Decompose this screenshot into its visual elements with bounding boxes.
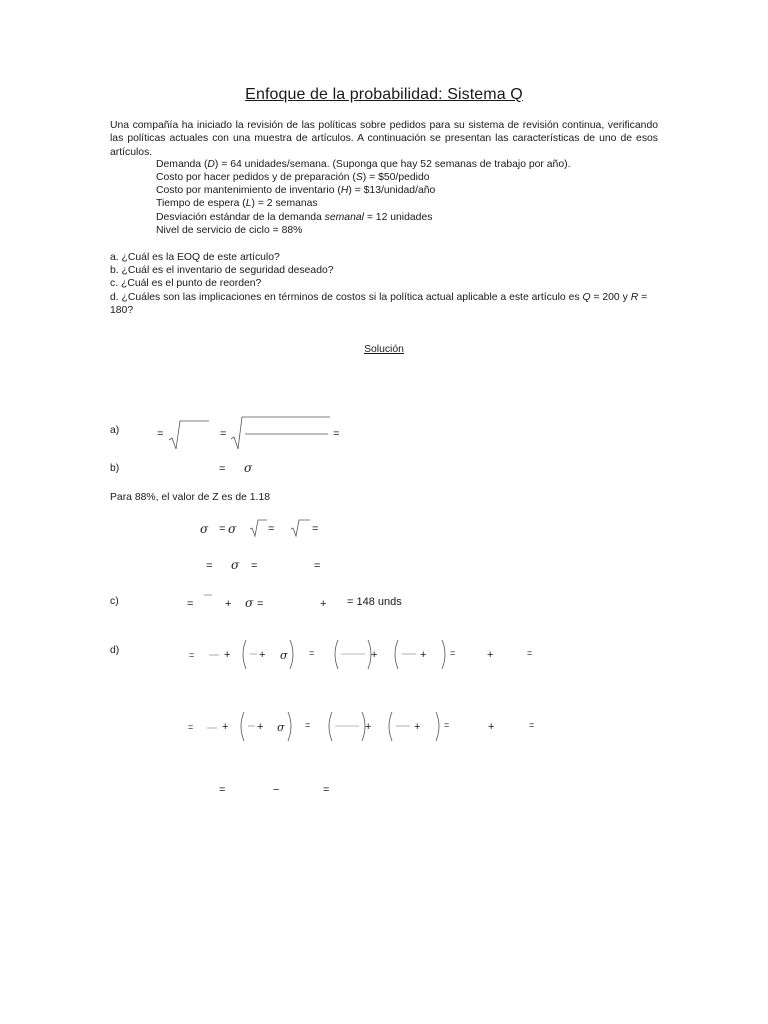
char-var: L	[245, 198, 252, 209]
equals-sign: =	[314, 560, 321, 572]
equals-sign: =	[188, 722, 194, 732]
equals-sign: =	[157, 428, 164, 440]
sigma-symbol: σ	[228, 522, 237, 536]
sqrt-radical-icon	[290, 518, 312, 538]
char-var: semanal	[324, 212, 364, 223]
equals-sign: =	[312, 523, 319, 535]
char-var: D	[207, 159, 215, 170]
plus-sign: +	[414, 721, 421, 733]
plus-sign: +	[365, 721, 372, 733]
plus-sign: +	[225, 598, 232, 610]
question-c: c. ¿Cuál es el punto de reorden?	[110, 278, 262, 289]
question-d-text: d. ¿Cuáles son las implicaciones en términos de costos si la política actual aplicable a este artículo es	[110, 292, 583, 303]
overbar-mark	[204, 594, 214, 598]
plus-sign: +	[259, 649, 266, 661]
page-title: Enfoque de la probabilidad: Sistema Q	[245, 86, 523, 103]
equals-sign: =	[206, 560, 213, 572]
equals-sign: =	[309, 648, 315, 658]
question-d-text: = 200 y	[590, 292, 631, 303]
parenthesis-group	[332, 638, 374, 672]
question-d-var: R	[630, 292, 639, 303]
label-b: b)	[110, 463, 120, 474]
question-d-line2: 180?	[110, 305, 134, 316]
char-text: ) = 64 unidades/semana. (Suponga que hay 52 semanas de trabajo por año).	[214, 159, 571, 170]
equals-sign: =	[251, 560, 258, 572]
char-text: Tiempo de espera (	[156, 198, 246, 209]
minus-sign: −	[273, 784, 280, 796]
solution-heading: Solución	[364, 344, 404, 355]
sigma-symbol: σ	[244, 461, 253, 475]
question-d-text: =	[638, 292, 648, 303]
sigma-symbol: σ	[280, 649, 288, 662]
equals-sign: =	[187, 598, 194, 610]
characteristic-std-dev	[156, 211, 432, 224]
plus-sign: +	[420, 649, 427, 661]
sigma-symbol: σ	[277, 721, 285, 734]
char-text: ) = 2 semanas	[251, 198, 318, 209]
equals-sign: =	[527, 648, 533, 658]
equals-sign: =	[219, 463, 226, 475]
parenthesis-group	[238, 710, 294, 744]
parenthesis-group	[326, 710, 368, 744]
sqrt-radical-icon	[249, 518, 269, 538]
char-text: Demanda (	[156, 159, 208, 170]
characteristic-holding-cost	[156, 184, 435, 197]
sigma-symbol: σ	[231, 558, 240, 572]
equals-sign: =	[219, 784, 226, 796]
equals-sign: =	[529, 720, 535, 730]
fraction-bar	[207, 727, 219, 731]
equals-sign: =	[189, 650, 195, 660]
char-text: Costo por hacer pedidos y de preparación (	[156, 172, 356, 183]
equals-sign: =	[333, 428, 340, 440]
plus-sign: +	[222, 721, 229, 733]
equals-sign: =	[220, 428, 227, 440]
sigma-symbol: σ	[200, 522, 209, 536]
label-a: a)	[110, 425, 120, 436]
question-d-var: Q	[582, 292, 591, 303]
label-d: d)	[110, 645, 120, 656]
equals-sign: =	[305, 720, 311, 730]
sqrt-radical-icon	[167, 418, 212, 452]
char-text: Nivel de servicio de ciclo = 88%	[156, 225, 303, 236]
reorder-point-result: = 148 unds	[347, 596, 402, 608]
characteristic-service-level	[156, 224, 302, 237]
char-text: Costo por mantenimiento de inventario (	[156, 185, 341, 196]
char-text: = 12 unidades	[363, 212, 433, 223]
label-c: c)	[110, 596, 119, 607]
characteristic-lead-time	[156, 197, 318, 210]
question-d	[110, 291, 658, 304]
intro-paragraph: Una compañía ha iniciado la revisión de las políticas sobre pedidos para su sistema de revisión continua, verificando las políticas actuales con una muestra de artículos. A continuación se presentan las características de uno de esos artículos.	[110, 120, 658, 158]
char-var: S	[355, 172, 363, 183]
equals-sign: =	[450, 648, 456, 658]
plus-sign: +	[320, 598, 327, 610]
plus-sign: +	[257, 721, 264, 733]
z-value-note: Para 88%, el valor de Z es de 1.18	[110, 492, 270, 503]
char-text: ) = $13/unidad/año	[348, 185, 436, 196]
plus-sign: +	[487, 649, 494, 661]
char-var: H	[340, 185, 349, 196]
equals-sign: =	[219, 523, 226, 535]
plus-sign: +	[224, 649, 231, 661]
char-text: ) = $50/pedido	[362, 172, 430, 183]
characteristic-setup-cost	[156, 171, 430, 184]
equals-sign: =	[268, 523, 275, 535]
characteristic-demand	[156, 158, 570, 171]
fraction-bar	[209, 654, 221, 658]
equals-sign: =	[444, 720, 450, 730]
sqrt-radical-icon	[229, 413, 334, 453]
char-text: Desviación estándar de la demanda	[156, 212, 325, 223]
equals-sign: =	[257, 598, 264, 610]
equals-sign: =	[323, 784, 330, 796]
question-a: a. ¿Cuál es la EOQ de este artículo?	[110, 252, 280, 263]
plus-sign: +	[371, 649, 378, 661]
sigma-symbol: σ	[245, 596, 254, 610]
question-b: b. ¿Cuál es el inventario de seguridad deseado?	[110, 265, 334, 276]
plus-sign: +	[488, 721, 495, 733]
